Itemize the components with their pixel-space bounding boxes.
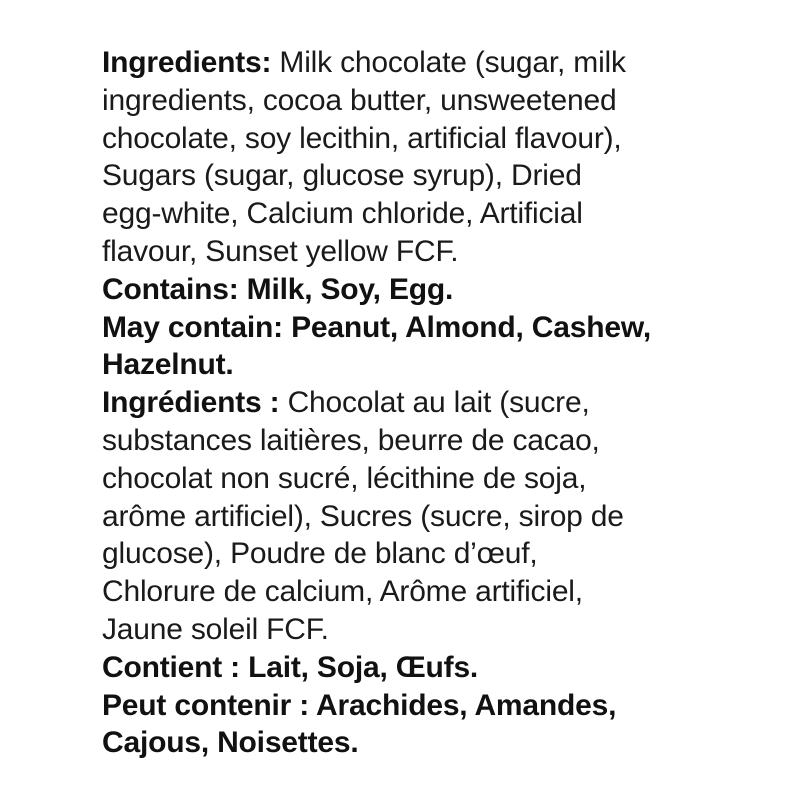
english-ingredients-text: ingredients, cocoa butter, unsweetened	[102, 83, 617, 117]
french-ingredients-text: arôme artificiel), Sucres (sucre, sirop de	[102, 499, 624, 533]
french-ingredients-text: Chlorure de calcium, Arôme artificiel,	[102, 575, 583, 609]
english-may-contain-block	[102, 309, 702, 385]
english-may-contain-line: Hazelnut.	[102, 348, 234, 382]
french-ingredients-line-1	[102, 384, 702, 422]
french-ingredients-text: Chocolat au lait (sucre,	[287, 386, 590, 420]
french-ingredients-text: glucose), Poudre de blanc d’œuf,	[102, 537, 538, 571]
english-may-contain-line: May contain: Peanut, Almond, Cashew,	[102, 310, 651, 344]
french-may-contain-line: Peut contenir : Arachides, Amandes,	[102, 688, 617, 722]
french-may-contain-line: Cajous, Noisettes.	[102, 726, 359, 760]
english-ingredients-heading: Ingredients:	[102, 46, 272, 79]
english-ingredients-block	[102, 44, 702, 271]
french-ingredients-text: Jaune soleil FCF.	[102, 612, 329, 646]
english-ingredients-text: chocolate, soy lecithin, artificial flavour),	[102, 121, 622, 155]
french-ingredients-text: chocolat non sucré, lécithine de soja,	[102, 461, 587, 495]
english-ingredients-text: Milk chocolate (sugar, milk	[279, 46, 626, 79]
french-ingredients-heading: Ingrédients :	[102, 386, 280, 420]
french-ingredients-text: substances laitières, beurre de cacao,	[102, 423, 600, 457]
label-text-block	[102, 44, 702, 762]
english-ingredients-text: Sugars (sugar, glucose syrup), Dried	[102, 159, 582, 193]
english-ingredients-text: flavour, Sunset yellow FCF.	[102, 234, 459, 268]
english-ingredients-line-1	[102, 44, 702, 82]
french-may-contain-block	[102, 687, 702, 763]
french-ingredients-block	[102, 384, 702, 649]
french-contains-statement: Contient : Lait, Soja, Œufs.	[102, 650, 479, 684]
english-contains-statement: Contains: Milk, Soy, Egg.	[102, 272, 454, 306]
english-ingredients-text: egg-white, Calcium chloride, Artificial	[102, 197, 583, 231]
